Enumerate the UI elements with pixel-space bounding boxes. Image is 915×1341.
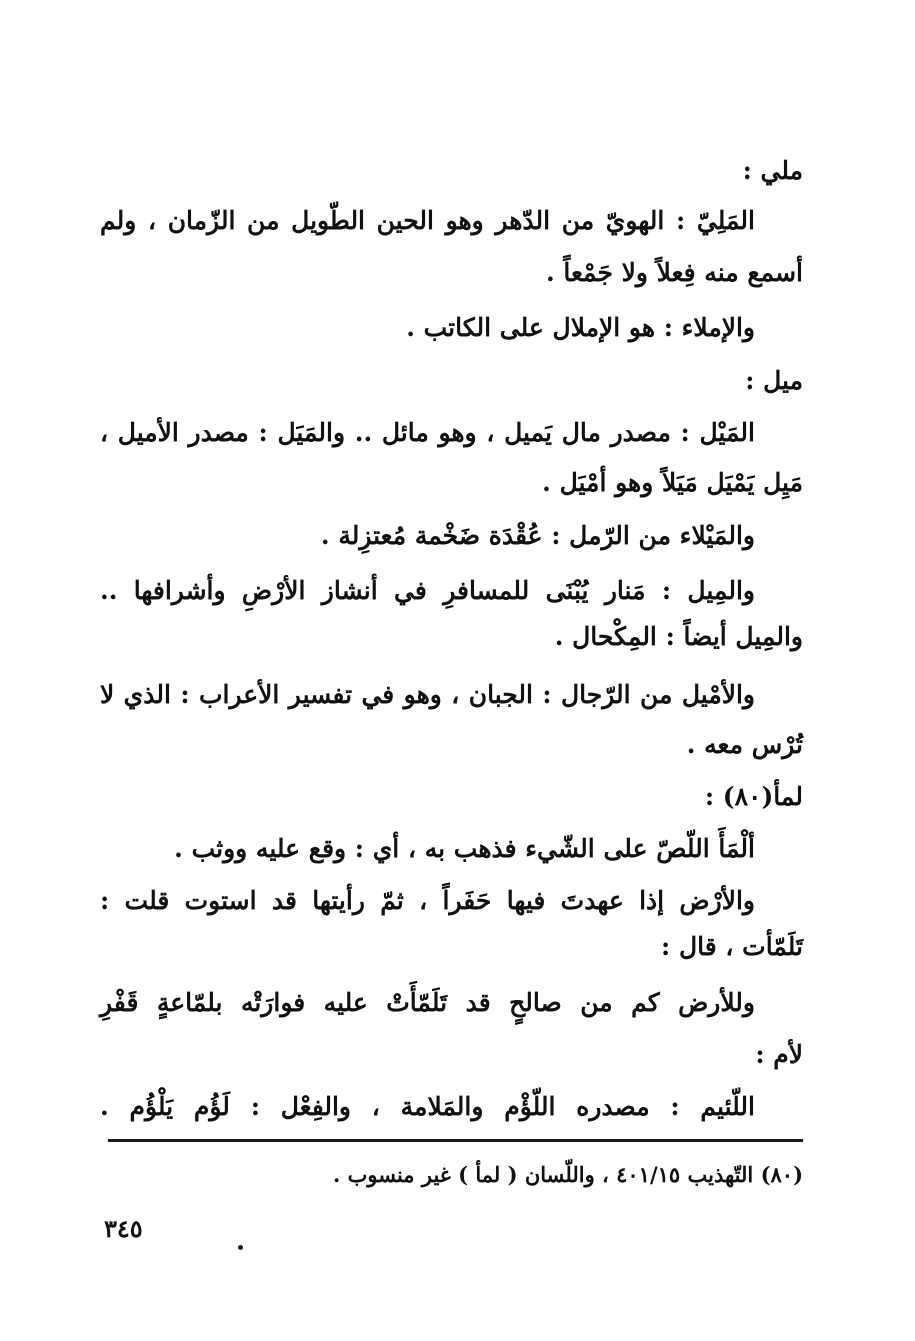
entry-line: والأمْيل من الرّجال : الجبان ، وهو في تفسير الأعراب : الذي لا [100,680,755,709]
entry-heading-lma: لمأ(٨٠) : [704,782,803,811]
poetry-verse: وللأرض كم من صالحٍ قد تَلَمّأَتْ عليه فوارَتْه بلمّاعةٍ قَفْرِ [100,988,755,1017]
entry-line: والمِيل : مَنار يُبْنَى للمسافرِ في أنشاز الأرْضِ وأشرافها .. [100,576,755,605]
entry-heading-mly: ملي : [742,156,803,185]
entry-line: والأرْض إذا عهدتَ فيها حَفَراً ، ثمّ رأيتها قد استوت قلت : [100,886,755,915]
page-number: ٣٤٥ [104,1214,143,1243]
entry-line: تَلَمّأت ، قال : [661,932,803,961]
entry-line: تُرْس معه . [686,730,803,759]
print-speck [238,1245,243,1250]
entry-line: والإملاء : هو الإملال على الكاتب . [406,313,755,342]
entry-heading-myl: ميل : [745,366,803,395]
entry-line: المَلِيّ : الهويّ من الدّهر وهو الحين الطّويل من الزّمان ، ولم [100,206,755,235]
entry-line: والمَيْلاء من الرّمل : عُقْدَة ضَخْمة مُعتزِلة . [320,521,755,550]
entry-line: المَيْل : مصدر مال يَميل ، وهو مائل .. والمَيَل : مصدر الأميل ، [100,418,755,447]
footnote: (٨٠) التّهذيب ٤٠١/١٥ ، واللّسان ( لمأ ) غير منسوب . [333,1162,803,1187]
entry-line: والمِيل أيضاً : المِكْحال . [554,622,803,651]
footnote-divider [108,1139,803,1142]
entry-line: مَيِل يَمْيَل مَيَلاً وهو أمْيَل . [542,468,803,497]
entry-line: أسمع منه فِعلاً ولا جَمْعاً . [545,258,803,287]
entry-line: اللّئيم : مصدره اللّؤْم والمَلامة ، والفِعْل : لَؤُم يَلْؤُم . [100,1092,755,1121]
entry-line: ألْمَأَ اللّصّ على الشّيء فذهب به ، أي : وقع عليه ووثب . [174,834,755,863]
entry-heading-lam: لأم : [755,1040,803,1069]
